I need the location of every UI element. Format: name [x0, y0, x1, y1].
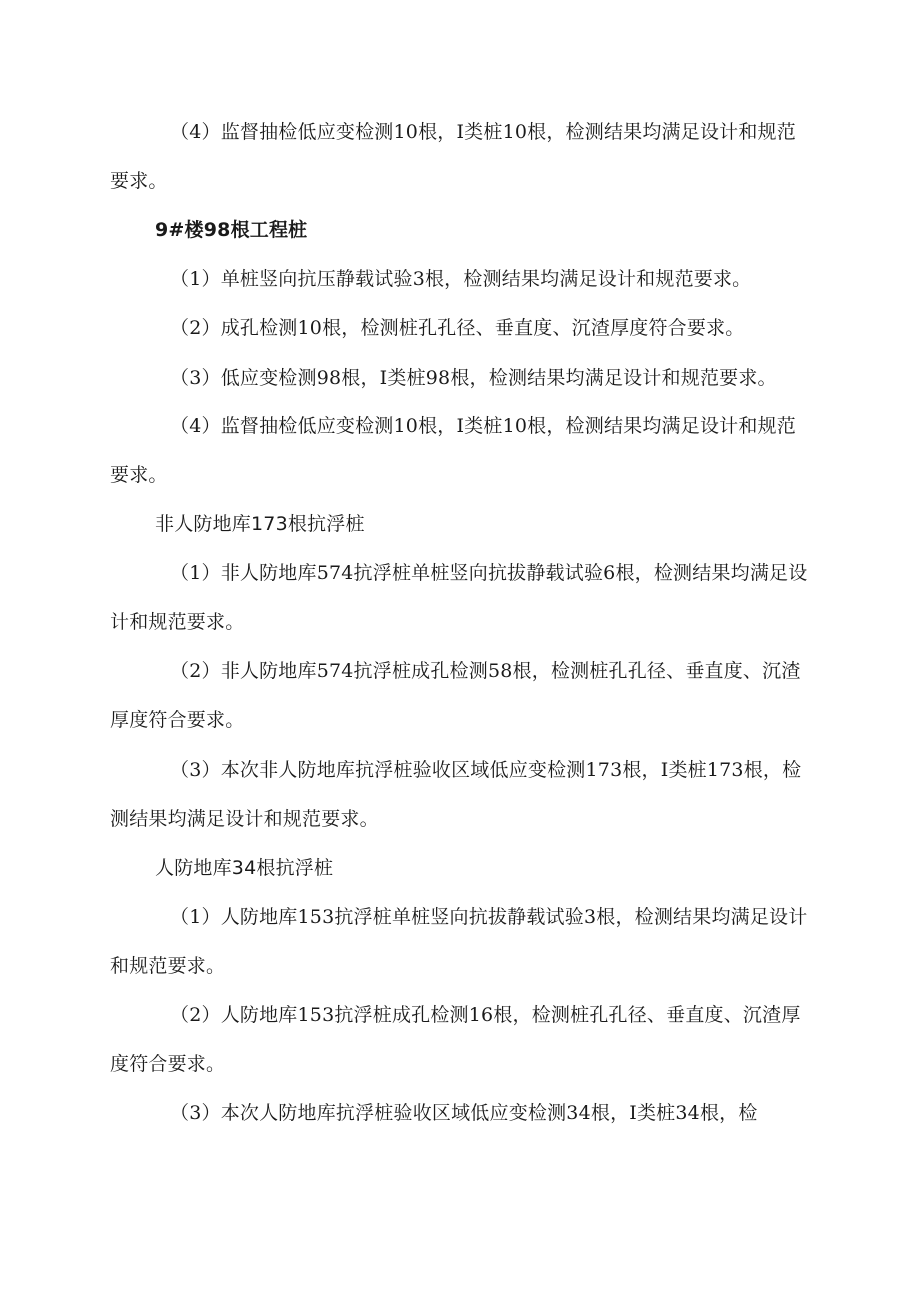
section-heading: 人防地库34根抗浮桩: [155, 857, 334, 879]
paragraph-line: 度符合要求。: [110, 1053, 226, 1075]
paragraph-line: （3）本次人防地库抗浮桩验收区域低应变检测34根，I类桩34根，检: [170, 1102, 758, 1124]
paragraph-line: （1）单桩竖向抗压静载试验3根，检测结果均满足设计和规范要求。: [170, 268, 752, 290]
paragraph-line: （4）监督抽检低应变检测10根，I类桩10根，检测结果均满足设计和规范: [170, 415, 796, 437]
paragraph-line: 厚度符合要求。: [110, 709, 245, 731]
paragraph-line: （1）人防地库153抗浮桩单桩竖向抗拔静载试验3根，检测结果均满足设计: [170, 906, 808, 928]
paragraph-line: 和规范要求。: [110, 955, 226, 977]
section-heading: 9#楼98根工程桩: [155, 219, 308, 241]
paragraph-line: 要求。: [110, 464, 168, 486]
paragraph-line: （1）非人防地库574抗浮桩单桩竖向抗拔静载试验6根，检测结果均满足设: [170, 562, 808, 584]
paragraph-line: （4）监督抽检低应变检测10根，I类桩10根，检测结果均满足设计和规范: [170, 121, 796, 143]
paragraph-line: 计和规范要求。: [110, 611, 245, 633]
paragraph-line: 测结果均满足设计和规范要求。: [110, 808, 379, 830]
paragraph-line: （2）人防地库153抗浮桩成孔检测16根，检测桩孔孔径、垂直度、沉渣厚: [170, 1004, 801, 1026]
section-heading: 非人防地库173根抗浮桩: [155, 513, 365, 535]
paragraph-line: 要求。: [110, 170, 168, 192]
paragraph-line: （2）非人防地库574抗浮桩成孔检测58根，检测桩孔孔径、垂直度、沉渣: [170, 660, 801, 682]
paragraph-line: （3）低应变检测98根，I类桩98根，检测结果均满足设计和规范要求。: [170, 367, 777, 389]
paragraph-line: （3）本次非人防地库抗浮桩验收区域低应变检测173根，I类桩173根，检: [170, 759, 802, 781]
paragraph-line: （2）成孔检测10根，检测桩孔孔径、垂直度、沉渣厚度符合要求。: [170, 317, 745, 339]
